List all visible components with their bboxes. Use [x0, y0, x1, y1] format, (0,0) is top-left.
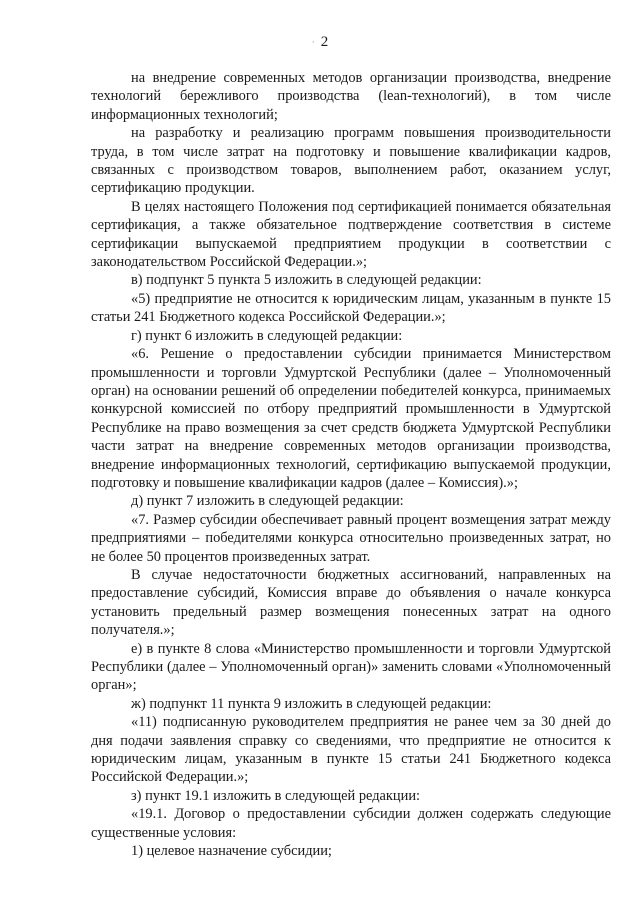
- scan-mark: ·: [311, 37, 315, 47]
- document-body: [91, 69, 611, 860]
- paragraph: г) пункт 6 изложить в следующей редакции:: [131, 327, 403, 344]
- paragraph: в) подпункт 5 пункта 5 изложить в следующей редакции:: [131, 272, 482, 289]
- paragraph: 1) целевое назначение субсидии;: [131, 843, 332, 860]
- paragraph: ж) подпункт 11 пункта 9 изложить в следующей редакции:: [131, 695, 492, 712]
- paragraph: «6. Решение о предоставлении субсидии принимается Министерством промышленности и торговли Удмуртской Республики (далее – Уполномоченный орган) на основании решений об определении победителей конкурса, принимаемых конкурсной комиссией по отбору предприятий промышленности в Удмуртской Республике на право возмещения за счет средств бюджета Удмуртской Республики части затрат на внедрение современных методов организации производства, внедрение информационных технологий, сертификацию выпускаемой продукции, подготовку и повышение квалификации кадров (далее – Комиссия).»;: [91, 346, 611, 491]
- paragraph: на разработку и реализацию программ повышения производительности труда, в том числе затрат на подготовку и повышение квалификации кадров, связанных с производством товаров, выполнением работ, оказанием услуг, сертификацию продукции.: [91, 125, 611, 197]
- paragraph: «19.1. Договор о предоставлении субсидии должен содержать следующие существенные условия:: [91, 806, 611, 841]
- paragraph: «5) предприятие не относится к юридическим лицам, указанным в пункте 15 статьи 241 Бюджетного кодекса Российской Федерации.»;: [91, 290, 611, 326]
- paragraph: е) в пункте 8 слова «Министерство промышленности и торговли Удмуртской Республики (далее – Уполномоченный орган)» заменить словами «Уполномоченный орган»;: [91, 640, 611, 694]
- paragraph: з) пункт 19.1 изложить в следующей редакции:: [131, 787, 421, 804]
- page-number-value: 2: [320, 34, 329, 50]
- paragraph: «7. Размер субсидии обеспечивает равный процент возмещения затрат между предприятиями – победителями конкурса относительно произведенных затрат, но не более 50 процентов произведенных затрат.: [91, 511, 611, 565]
- paragraph: «11) подписанную руководителем предприятия не ранее чем за 30 дней до дня подачи заявления справку со сведениями, что предприятие не относится к юридическим лицам, указанным в пункте 15 статьи 241 Бюджетного кодекса Российской Федерации.»;: [91, 714, 611, 786]
- page-number: [0, 33, 640, 51]
- paragraph: В целях настоящего Положения под сертификацией понимается обязательная сертификация, а также обязательное подтверждение соответствия в системе сертификации выпускаемой предприятием продукции в соответствии с законодательством Российской Федерации.»;: [91, 198, 611, 271]
- paragraph: В случае недостаточности бюджетных ассигнований, направленных на предоставление субсидий, Комиссия вправе до объявления о начале конкурса установить предельный размер возмещения понесенных затрат на одного получателя.»;: [91, 566, 611, 639]
- paragraph: д) пункт 7 изложить в следующей редакции:: [131, 493, 404, 510]
- paragraph: на внедрение современных методов организации производства, внедрение технологий бережливого производства (lean-технологий), в том числе информационных технологий;: [91, 70, 611, 123]
